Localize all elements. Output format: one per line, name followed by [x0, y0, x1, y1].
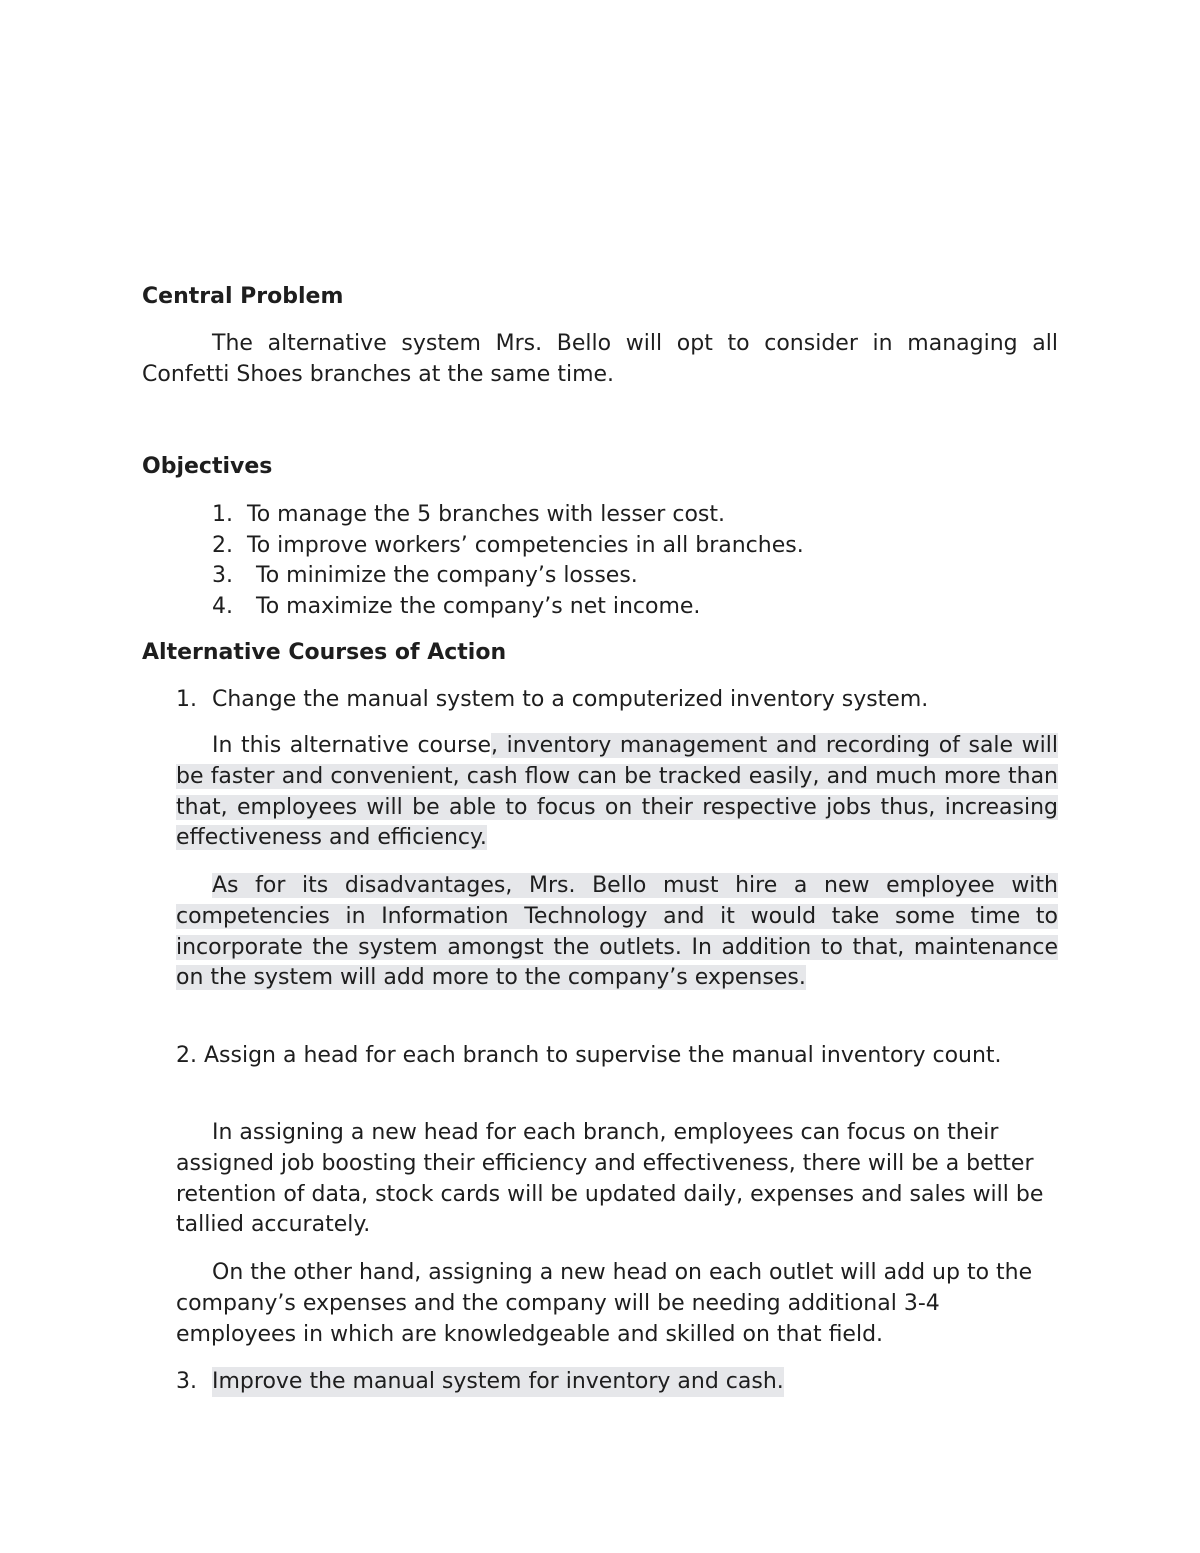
highlighted-text: As for its disadvantages, Mrs. Bello must hire a new employee with competencies in Information Technology and it would take some time to incorporate the system amongst the outlets. In addition to that, maintenance on the system will add more to the company’s expenses. [176, 873, 1058, 991]
course-1-advantages [176, 731, 1058, 854]
objective-number: 2. [212, 533, 233, 558]
course-2-disadvantages: On the other hand, assigning a new head on each outlet will add up to the company’s expenses and the company will be needing additional 3-4 employees in which are knowledgeable and skilled on that field. [176, 1260, 1033, 1347]
course-title: Improve the manual system for inventory and cash. [212, 1367, 784, 1397]
alternatives-heading: Alternative Courses of Action [142, 640, 507, 665]
course-number: 1. [176, 687, 197, 712]
course-title: Assign a head for each branch to supervise the manual inventory count. [204, 1043, 1002, 1068]
objective-number: 3. [212, 563, 233, 588]
course-2-advantages: In assigning a new head for each branch, employees can focus on their assigned job boosting their efficiency and effectiveness, there will be a better retention of data, stock cards will be updated daily, expenses and sales will be tallied accurately. [176, 1120, 1044, 1238]
central-problem-heading: Central Problem [142, 284, 344, 309]
objectives-heading: Objectives [142, 454, 273, 479]
course-1-disadvantages [176, 871, 1058, 994]
course-number: 3. [176, 1369, 197, 1394]
objective-text: To manage the 5 branches with lesser cost. [247, 502, 725, 527]
objective-text: To maximize the company’s net income. [256, 594, 701, 619]
highlighted-text: , inventory management and recording of sale will be faster and convenient, cash flow can be tracked easily, and much more than that, employees will be able to focus on their respective jobs thus, increasing effectiveness and efficiency. [176, 733, 1058, 851]
objective-number: 1. [212, 502, 233, 527]
objective-text: To minimize the company’s losses. [256, 563, 638, 588]
objective-number: 4. [212, 594, 233, 619]
course-2-title [176, 1041, 1058, 1072]
objective-text: To improve workers’ competencies in all branches. [247, 533, 804, 558]
course-title: Change the manual system to a computerized inventory system. [212, 687, 929, 712]
course-number: 2. [176, 1043, 197, 1068]
advantages-lead: In this alternative course [212, 733, 492, 758]
central-problem-text: The alternative system Mrs. Bello will opt to consider in managing all Confetti Shoes branches at the same time. [142, 331, 1058, 387]
